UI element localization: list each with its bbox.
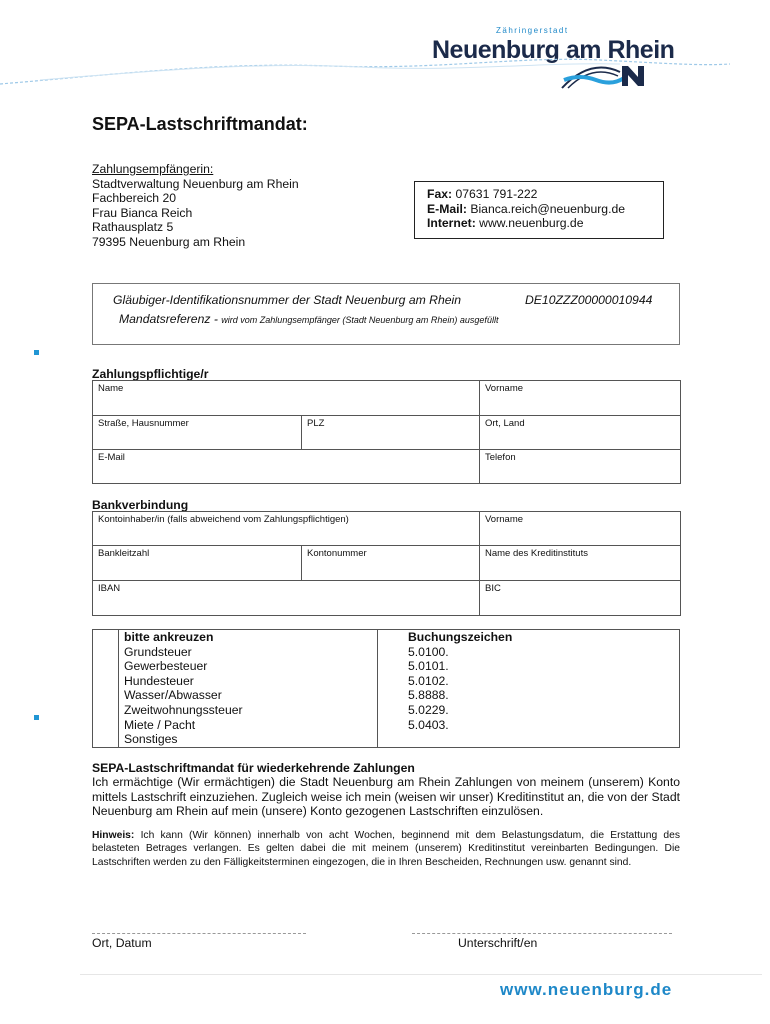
tax-item-label: Wasser/Abwasser bbox=[124, 688, 222, 703]
recipient-line: 79395 Neuenburg am Rhein bbox=[92, 234, 246, 249]
tax-col2-head: Buchungszeichen bbox=[408, 630, 513, 644]
tax-item-label: Gewerbesteuer bbox=[124, 659, 208, 674]
hint-text: Ich kann (Wir können) innerhalb von acht Wochen, beginnend mit dem Belastungsdatum, die Erstattung des belasteten Betrages verlangen. Es gelten dabei die mit meinem (unserem) Kreditinstitut vereinbarten Bedingungen. Die Lastschriften werden zu den Fälligkeitsterminen eingezogen, die in Ihren Bescheiden, Rechnungen usw. genannt sind. bbox=[92, 830, 680, 868]
field-label: PLZ bbox=[307, 418, 325, 429]
logo-title: Neuenburg am Rhein bbox=[432, 36, 675, 64]
field-label: BIC bbox=[485, 583, 501, 594]
tax-item-code bbox=[408, 732, 679, 747]
email-address[interactable]: Bianca.reich@neuenburg.de bbox=[470, 201, 626, 216]
bank-blz-field[interactable] bbox=[93, 546, 302, 581]
payer-table bbox=[92, 380, 681, 484]
signature-line[interactable] bbox=[412, 933, 672, 934]
tax-item-label: Sonstiges bbox=[124, 732, 178, 747]
fax-number: 07631 791-222 bbox=[455, 187, 538, 201]
tax-item-label: Zweitwohnungssteuer bbox=[124, 702, 243, 717]
payer-name-field[interactable] bbox=[93, 381, 480, 416]
bank-konto-field[interactable] bbox=[302, 546, 480, 581]
sepa-hint bbox=[92, 829, 680, 869]
sepa-heading: SEPA-Lastschriftmandat für wiederkehrende Zahlungen bbox=[92, 761, 415, 775]
recipient-line: Stadtverwaltung Neuenburg am Rhein bbox=[92, 176, 299, 191]
bank-table bbox=[92, 511, 681, 616]
payer-heading: Zahlungspflichtige/r bbox=[92, 367, 209, 381]
email-label: E-Mail: bbox=[427, 201, 467, 216]
bank-holder-field[interactable] bbox=[93, 512, 480, 546]
checkbox-column[interactable] bbox=[93, 630, 119, 748]
tax-item-code: 5.0100. bbox=[408, 644, 449, 659]
tax-item-label: Hundesteuer bbox=[124, 673, 194, 688]
place-date-label: Ort, Datum bbox=[92, 936, 152, 950]
bank-institut-field[interactable] bbox=[480, 546, 681, 581]
tax-selection-table bbox=[92, 629, 680, 748]
field-label: Kontoinhaber/in (falls abweichend vom Zahlungspflichtigen) bbox=[98, 514, 349, 525]
field-label: Telefon bbox=[485, 452, 516, 463]
signature-label: Unterschrift/en bbox=[458, 936, 538, 950]
field-label: Name bbox=[98, 383, 124, 394]
mandate-reference-label: Mandatsreferenz - bbox=[119, 312, 222, 326]
payer-email-field[interactable] bbox=[93, 450, 480, 484]
field-label: IBAN bbox=[98, 583, 121, 594]
recipient-line: Frau Bianca Reich bbox=[92, 205, 193, 220]
payer-telefon-field[interactable] bbox=[480, 450, 681, 484]
field-label: Ort, Land bbox=[485, 418, 525, 429]
bank-heading: Bankverbindung bbox=[92, 498, 189, 512]
footer-website-link[interactable]: www.neuenburg.de bbox=[500, 980, 673, 999]
field-label: Bankleitzahl bbox=[98, 548, 150, 559]
tax-item-code: 5.0102. bbox=[408, 673, 449, 688]
field-label: Kontonummer bbox=[307, 548, 367, 559]
footer-divider bbox=[80, 974, 762, 975]
payer-plz-field[interactable] bbox=[302, 416, 480, 450]
payer-street-field[interactable] bbox=[93, 416, 302, 450]
fax-label: Fax: bbox=[427, 187, 453, 201]
tax-item-code: 5.0101. bbox=[408, 659, 449, 674]
contact-box bbox=[414, 181, 664, 239]
creditor-id-label: Gläubiger-Identifikationsnummer der Stadt Neuenburg am Rhein bbox=[113, 293, 461, 307]
bank-vorname-field[interactable] bbox=[480, 512, 681, 546]
recipient-label: Zahlungsempfängerin: bbox=[92, 162, 214, 176]
page-title: SEPA-Lastschriftmandat: bbox=[92, 114, 308, 134]
margin-bullet bbox=[34, 350, 39, 355]
tax-label-column bbox=[119, 630, 378, 748]
creditor-id-box bbox=[92, 283, 680, 345]
tax-item-code: 5.0229. bbox=[408, 702, 449, 717]
tax-code-column bbox=[378, 630, 680, 748]
creditor-id-value: DE10ZZZ00000010944 bbox=[525, 293, 653, 307]
field-label: Vorname bbox=[485, 383, 524, 394]
place-date-line[interactable] bbox=[92, 933, 306, 934]
field-label: Straße, Hausnummer bbox=[98, 418, 189, 429]
tax-item-label: Grundsteuer bbox=[124, 644, 192, 659]
tax-item-label: Miete / Pacht bbox=[124, 717, 196, 732]
tax-item-code: 5.8888. bbox=[408, 688, 449, 703]
mandate-reference bbox=[119, 312, 498, 326]
bank-bic-field[interactable] bbox=[480, 581, 681, 616]
tax-item-code: 5.0403. bbox=[408, 717, 449, 732]
sepa-authorization-text: Ich ermächtige (Wir ermächtigen) die Stadt Neuenburg am Rhein Zahlungen von meinem (unserem) Konto mittels Lastschrift einzuziehen. Zugleich weise ich mein (weisen wir unser) Kreditinstitut an, die von der Stadt Neuenburg am Rhein auf mein (unsere) Konto gezogenen Lastschriften einzulösen. bbox=[92, 775, 680, 819]
internet-label: Internet: bbox=[427, 216, 476, 231]
mandate-reference-note: wird vom Zahlungsempfänger (Stadt Neuenburg am Rhein) ausgefüllt bbox=[221, 315, 499, 325]
recipient-address bbox=[92, 162, 299, 250]
recipient-line: Rathausplatz 5 bbox=[92, 220, 174, 235]
logo-subtitle: Zähringerstadt bbox=[496, 26, 569, 35]
payer-vorname-field[interactable] bbox=[480, 381, 681, 416]
field-label: E-Mail bbox=[98, 452, 125, 463]
bank-iban-field[interactable] bbox=[93, 581, 480, 616]
hint-label: Hinweis: bbox=[92, 830, 135, 841]
field-label: Name des Kreditinstituts bbox=[485, 548, 588, 559]
payer-ort-field[interactable] bbox=[480, 416, 681, 450]
field-label: Vorname bbox=[485, 514, 524, 525]
website-link[interactable]: www.neuenburg.de bbox=[479, 216, 584, 231]
recipient-line: Fachbereich 20 bbox=[92, 191, 177, 206]
margin-bullet bbox=[34, 715, 39, 720]
header-wave-decoration bbox=[0, 40, 770, 90]
tax-col1-head: bitte ankreuzen bbox=[124, 630, 214, 644]
